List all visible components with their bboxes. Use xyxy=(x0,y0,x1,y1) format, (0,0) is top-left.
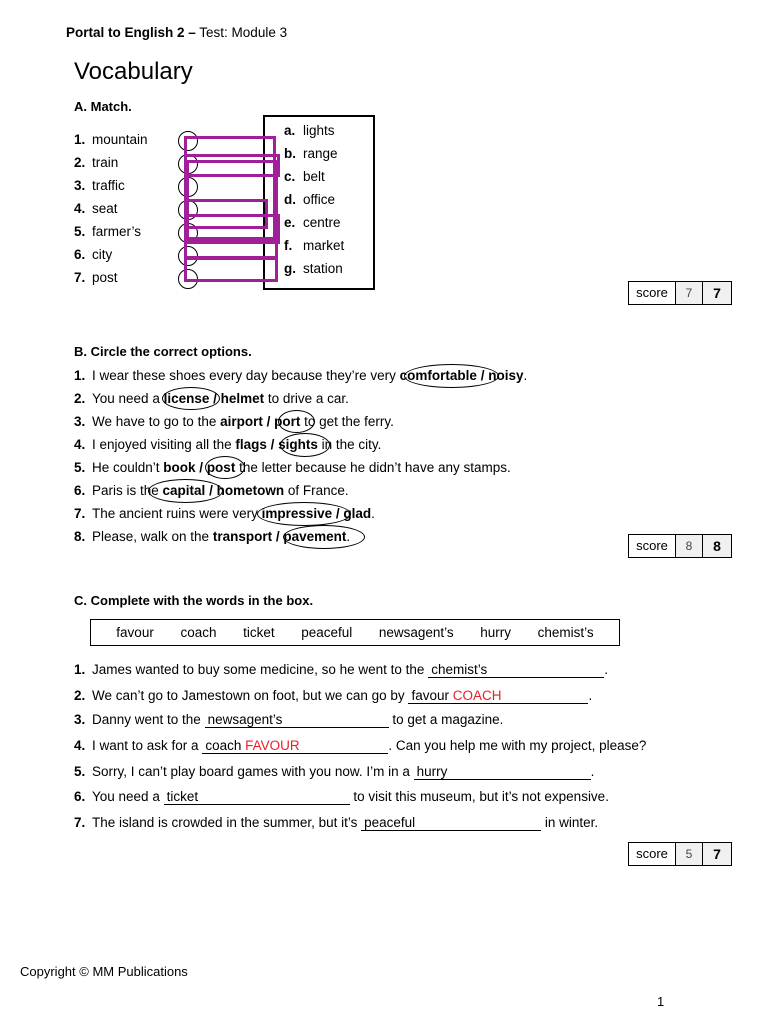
selection-ellipse xyxy=(162,387,220,410)
answer-field[interactable]: coach FAVOUR xyxy=(202,738,388,754)
page-header xyxy=(66,25,287,40)
score-obtained: 5 xyxy=(676,843,703,865)
selection-ellipse xyxy=(404,364,499,388)
match-option: c. belt xyxy=(284,169,325,184)
copyright: Copyright © MM Publications xyxy=(20,964,188,979)
match-item: 7. post xyxy=(74,270,118,285)
match-option: f. market xyxy=(284,238,345,253)
selection-ellipse xyxy=(283,525,365,549)
match-option: d. office xyxy=(284,192,336,207)
answer-field[interactable]: chemist’s xyxy=(428,662,604,678)
gap-item: 2. We can’t go to Jamestown on foot, but we can go by favour COACH . xyxy=(74,688,593,703)
answer-field[interactable]: ticket xyxy=(164,789,350,805)
score-obtained: 7 xyxy=(676,282,703,304)
score-box-c xyxy=(628,842,732,866)
match-item: 3. traffic xyxy=(74,178,125,193)
box-word: coach xyxy=(180,625,217,640)
circle-item: 6. Paris is the capital / hometown of France. xyxy=(74,483,349,498)
circle-item: 5. He couldn’t book / post the letter because he didn’t have any stamps. xyxy=(74,460,511,475)
score-label: score xyxy=(629,843,676,865)
match-word: seat xyxy=(92,201,118,216)
section-c-heading: C. Complete with the words in the box. xyxy=(74,593,314,608)
box-word: newsagent’s xyxy=(378,625,454,640)
match-item: 1. mountain xyxy=(74,132,148,147)
page-number: 1 xyxy=(657,994,665,1009)
gap-item: 7. The island is crowded in the summer, but it’s peaceful in winter. xyxy=(74,815,599,830)
match-word: farmer’s xyxy=(92,224,142,239)
match-item: 4. seat xyxy=(74,201,118,216)
gap-item: 6. You need a ticket to visit this museum, but it’s not expensive. xyxy=(74,789,609,804)
answer-field[interactable]: hurry xyxy=(414,764,591,780)
box-word: hurry xyxy=(480,625,512,640)
selection-ellipse xyxy=(280,433,330,457)
match-word: traffic xyxy=(92,178,125,193)
circle-item: 7. The ancient ruins were very impressive / glad. xyxy=(74,506,375,521)
section-a-heading: A. Match. xyxy=(74,99,132,114)
match-option: a. lights xyxy=(284,123,335,138)
box-word: chemist’s xyxy=(537,625,594,640)
section-b-heading: B. Circle the correct options. xyxy=(74,344,252,359)
match-word: train xyxy=(92,155,119,170)
gap-item: 1. James wanted to buy some medicine, so he went to the chemist’s . xyxy=(74,662,608,677)
circle-item: 1. I wear these shoes every day because they’re very comfortable / noisy. xyxy=(74,368,528,383)
match-option: g. station xyxy=(284,261,343,276)
match-item: 2. train xyxy=(74,155,119,170)
answer-field[interactable]: newsagent’s xyxy=(205,712,389,728)
test-title: Test: Module 3 xyxy=(199,25,288,40)
selection-ellipse xyxy=(205,456,245,479)
match-option: b. range xyxy=(284,146,338,161)
score-label: score xyxy=(629,282,676,304)
gap-item: 5. Sorry, I can’t play board games with you now. I’m in a hurry . xyxy=(74,764,595,779)
gap-item: 4. I want to ask for a coach FAVOUR . Can you help me with my project, please? xyxy=(74,738,647,753)
answer-field[interactable]: peaceful xyxy=(361,815,541,831)
page-title: Vocabulary xyxy=(74,58,193,85)
score-obtained: 8 xyxy=(676,535,703,557)
book-title: Portal to English 2 – xyxy=(66,25,196,40)
word-box xyxy=(90,619,620,646)
score-box-b xyxy=(628,534,732,558)
circle-item: 2. You need a license / helmet to drive a car. xyxy=(74,391,349,406)
score-label: score xyxy=(629,535,676,557)
match-item: 6. city xyxy=(74,247,113,262)
match-word: post xyxy=(92,270,118,285)
score-box-a xyxy=(628,281,732,305)
box-word: ticket xyxy=(243,625,275,640)
score-total: 8 xyxy=(703,535,731,557)
selection-ellipse xyxy=(257,502,351,526)
circle-item: 4. I enjoyed visiting all the flags / sights in the city. xyxy=(74,437,382,452)
selection-ellipse xyxy=(148,479,223,503)
score-total: 7 xyxy=(703,282,731,304)
gap-item: 3. Danny went to the newsagent’s to get a magazine. xyxy=(74,712,504,727)
circle-item: 3. We have to go to the airport / port to get the ferry. xyxy=(74,414,394,429)
box-word: peaceful xyxy=(301,625,353,640)
answer-field[interactable]: favour COACH xyxy=(408,688,588,704)
circle-item: 8. Please, walk on the transport / pavement. xyxy=(74,529,351,544)
match-item: 5. farmer’s xyxy=(74,224,142,239)
score-total: 7 xyxy=(703,843,731,865)
match-word: mountain xyxy=(92,132,148,147)
selection-ellipse xyxy=(278,410,315,433)
match-line xyxy=(184,256,278,282)
match-option: e. centre xyxy=(284,215,341,230)
match-word: city xyxy=(92,247,113,262)
box-word: favour xyxy=(116,625,154,640)
